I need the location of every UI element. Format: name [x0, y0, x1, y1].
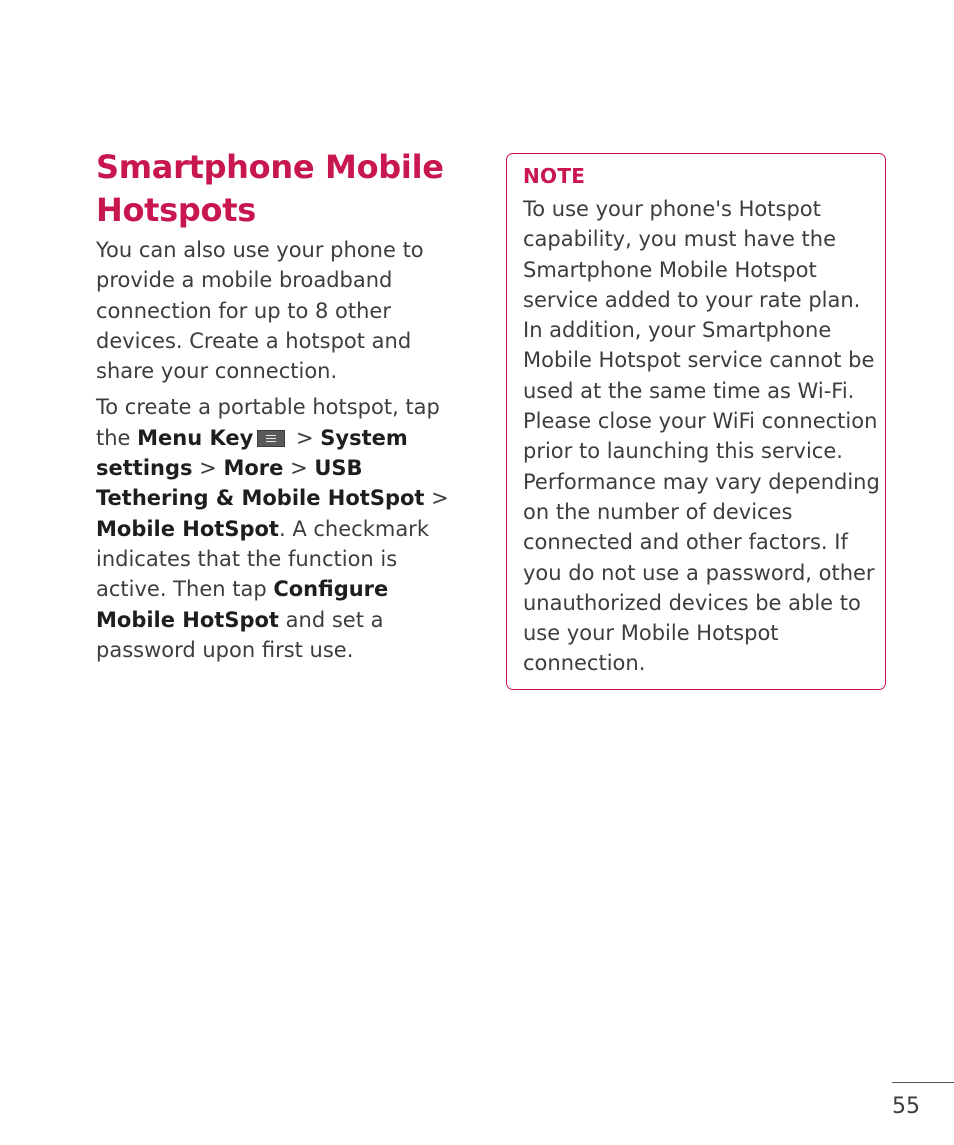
path-separator: > — [424, 486, 449, 511]
note-label: NOTE — [523, 164, 586, 188]
page-number: 55 — [892, 1094, 920, 1119]
more-label: More — [223, 456, 284, 481]
section-body — [96, 235, 474, 671]
mobile-hotspot-label: Mobile HotSpot — [96, 516, 279, 541]
intro-paragraph: You can also use your phone to provide a mobile broadband connection for up to 8 other devices. Create a hotspot and share your connection. — [96, 238, 424, 384]
usb-tethering-label: USB Tethering & Mobile HotSpot — [96, 456, 425, 511]
instructions-after-path: . A checkmark indicates that the function is active. Then tap — [96, 516, 429, 602]
path-separator: > — [283, 456, 315, 481]
page-number-rule — [892, 1082, 954, 1083]
section-title: Smartphone Mobile Hotspots — [96, 148, 444, 229]
instructions-ending: and set a password upon first use. — [96, 607, 384, 662]
instructions-intro: To create a portable hotspot, tap the — [96, 395, 440, 450]
configure-hotspot-label: Configure Mobile HotSpot — [96, 577, 389, 632]
path-separator: > — [289, 425, 321, 450]
instructions-paragraph — [96, 392, 474, 665]
system-settings-label: System settings — [96, 425, 408, 481]
note-box — [506, 153, 886, 690]
path-separator: > — [192, 456, 224, 481]
menu-key-label: Menu Key — [137, 425, 254, 450]
note-text: To use your phone's Hotspot capability, you must have the Smartphone Mobile Hotspot service added to your rate plan. In addition, your Smartphone Mobile Hotspot service cannot be used at the same time as Wi-Fi. Please close your WiFi connection prior to launching this service. Performance may vary depending on the number of devices connected and other factors. If you do not use a password, other unauthorized devices be able to use your Mobile Hotspot connection. — [523, 197, 880, 676]
menu-key-icon — [257, 430, 285, 447]
